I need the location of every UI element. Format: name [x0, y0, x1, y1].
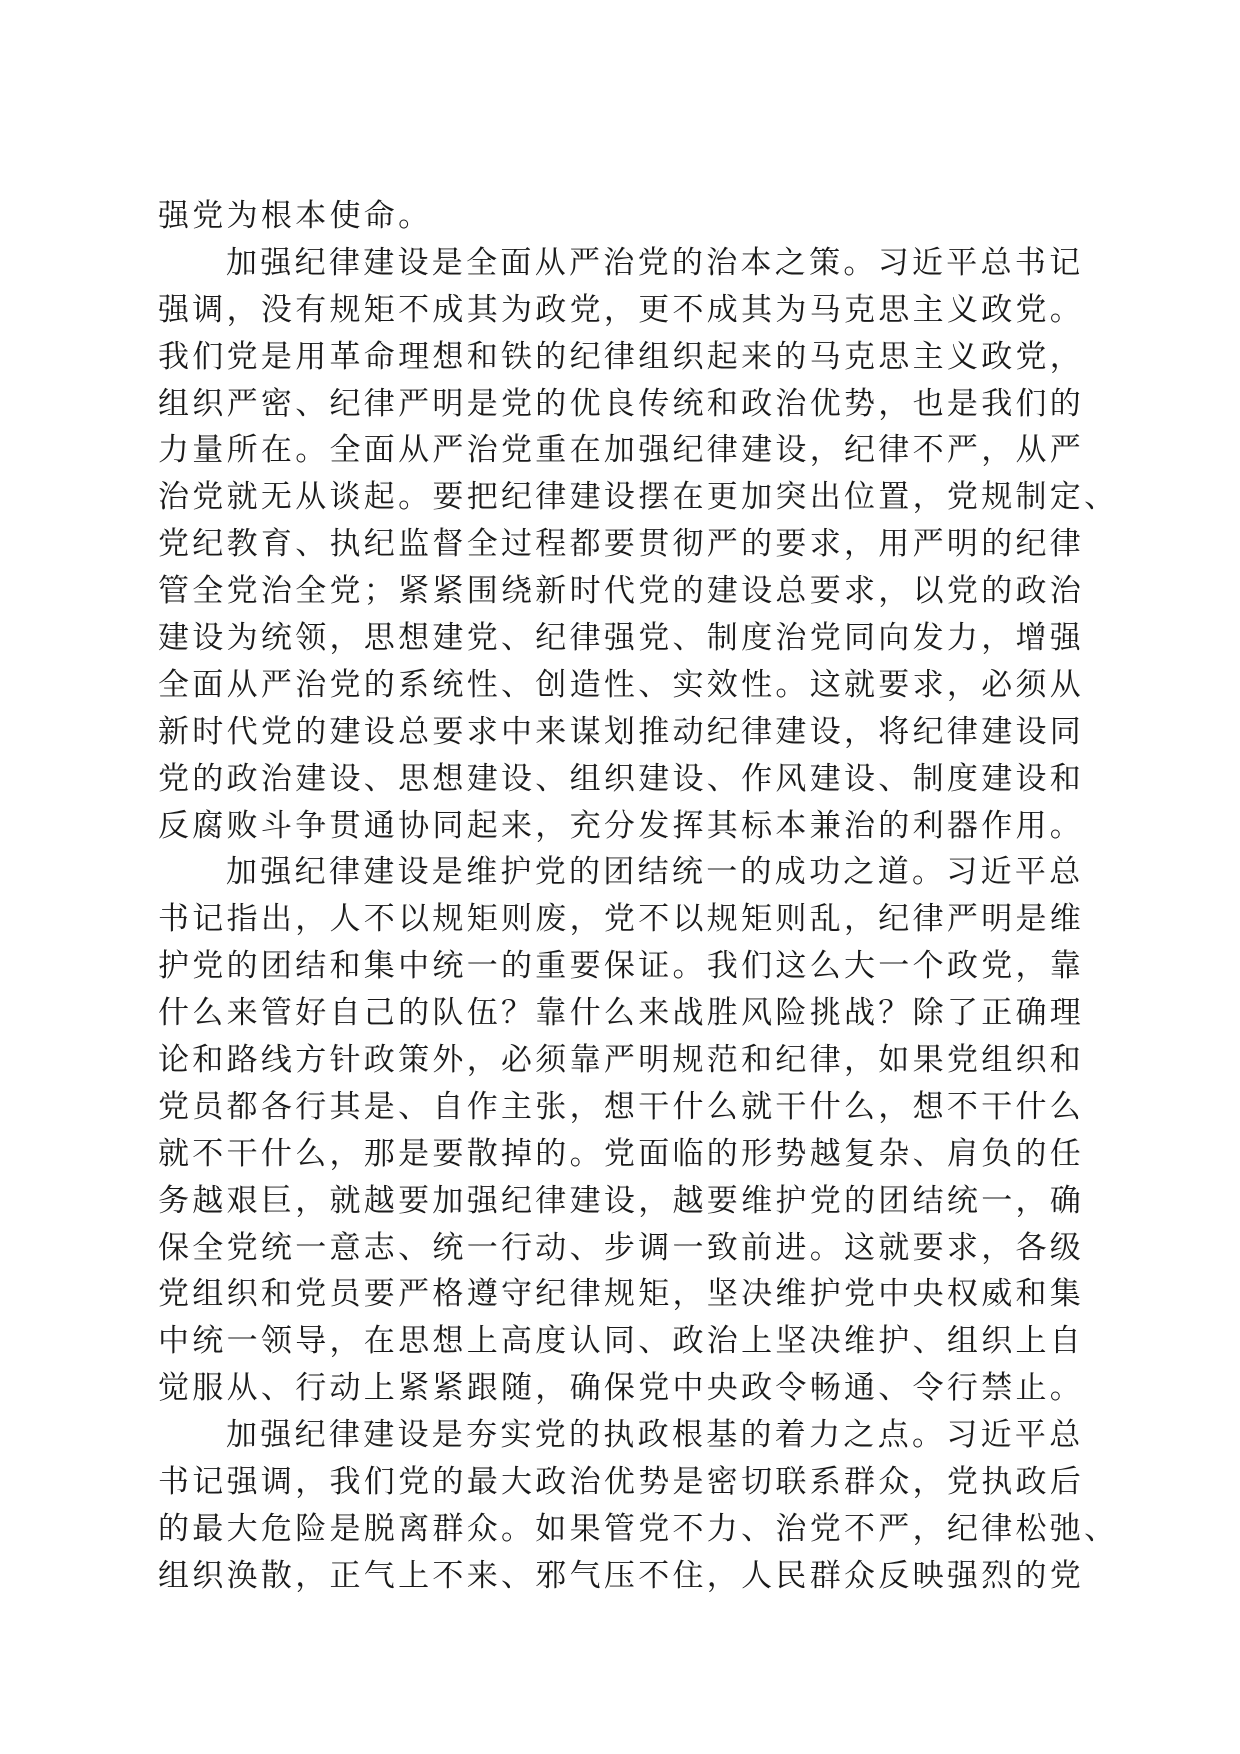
text-line: 务越艰巨，就越要加强纪律建设，越要维护党的团结统一，确	[158, 1182, 1085, 1219]
text-line: 党的政治建设、思想建设、组织建设、作风建设、制度建设和	[158, 760, 1085, 797]
text-line: 保全党统一意志、统一行动、步调一致前进。这就要求，各级	[158, 1229, 1085, 1266]
text-line: 全面从严治党的系统性、创造性、实效性。这就要求，必须从	[158, 666, 1085, 703]
text-line: 党纪教育、执纪监督全过程都要贯彻严的要求，用严明的纪律	[158, 526, 1085, 563]
paragraph-first-line: 加强纪律建设是维护党的团结统一的成功之道。习近平总	[226, 854, 1084, 891]
text-line: 治党就无从谈起。要把纪律建设摆在更加突出位置，党规制定、	[158, 479, 1119, 516]
text-line: 力量所在。全面从严治党重在加强纪律建设，纪律不严，从严	[158, 432, 1085, 469]
text-line: 的最大危险是脱离群众。如果管党不力、治党不严，纪律松弛、	[158, 1510, 1119, 1547]
text-line: 什么来管好自己的队伍？靠什么来战胜风险挑战？除了正确理	[158, 995, 1085, 1032]
text-line: 我们党是用革命理想和铁的纪律组织起来的马克思主义政党，	[158, 338, 1085, 375]
text-line: 觉服从、行动上紧紧跟随，确保党中央政令畅通、令行禁止。	[158, 1370, 1085, 1407]
text-line: 强调，没有规矩不成其为政党，更不成其为马克思主义政党。	[158, 291, 1085, 328]
paragraph-first-line: 加强纪律建设是全面从严治党的治本之策。习近平总书记	[226, 244, 1084, 281]
text-line: 护党的团结和集中统一的重要保证。我们这么大一个政党，靠	[158, 948, 1085, 985]
text-line: 组织涣散，正气上不来、邪气压不住，人民群众反映强烈的党	[158, 1557, 1085, 1594]
text-line: 就不干什么，那是要散掉的。党面临的形势越复杂、肩负的任	[158, 1135, 1085, 1172]
text-line: 党员都各行其是、自作主张，想干什么就干什么，想不干什么	[158, 1088, 1085, 1125]
text-line: 组织严密、纪律严明是党的优良传统和政治优势，也是我们的	[158, 385, 1085, 422]
text-line: 强党为根本使命。	[158, 198, 433, 234]
text-line: 建设为统领，思想建党、纪律强党、制度治党同向发力，增强	[158, 620, 1085, 657]
text-line: 书记强调，我们党的最大政治优势是密切联系群众，党执政后	[158, 1464, 1085, 1501]
text-line: 党组织和党员要严格遵守纪律规矩，坚决维护党中央权威和集	[158, 1276, 1085, 1313]
text-line: 新时代党的建设总要求中来谋划推动纪律建设，将纪律建设同	[158, 713, 1085, 750]
text-line: 管全党治全党；紧紧围绕新时代党的建设总要求，以党的政治	[158, 573, 1085, 610]
paragraph-first-line: 加强纪律建设是夯实党的执政根基的着力之点。习近平总	[226, 1417, 1084, 1454]
text-line: 反腐败斗争贯通协同起来，充分发挥其标本兼治的利器作用。	[158, 807, 1085, 844]
text-line: 中统一领导，在思想上高度认同、政治上坚决维护、组织上自	[158, 1323, 1085, 1360]
document-body-text	[158, 193, 1119, 1600]
text-line: 书记指出，人不以规矩则废，党不以规矩则乱，纪律严明是维	[158, 901, 1085, 938]
text-line: 论和路线方针政策外，必须靠严明规范和纪律，如果党组织和	[158, 1042, 1085, 1079]
